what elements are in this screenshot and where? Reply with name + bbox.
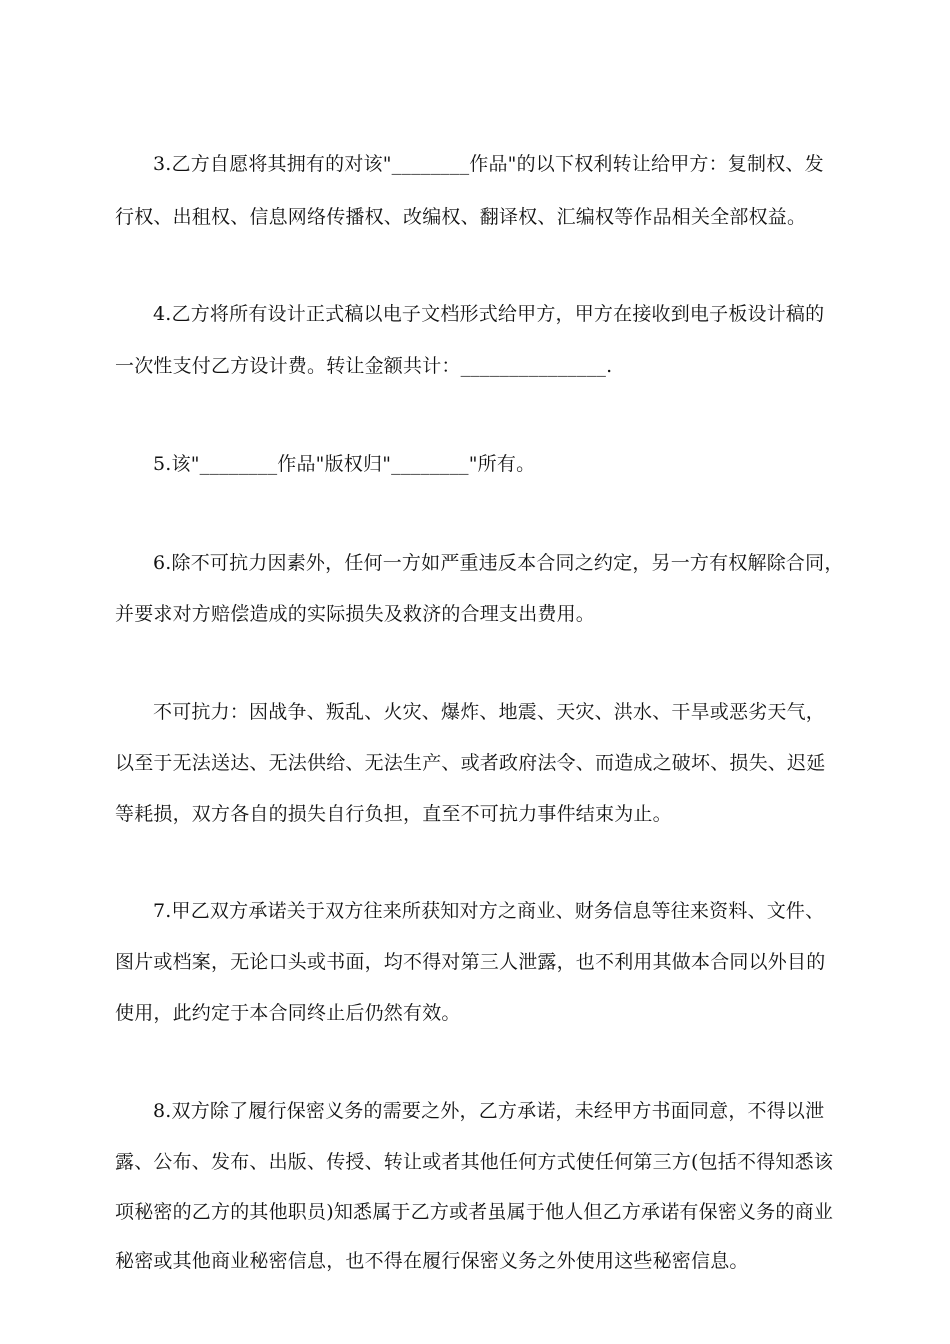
clause-4-line-1: 4.乙方将所有设计正式稿以电子文档形式给甲方，甲方在接收到电子板设计稿的 xyxy=(153,303,825,325)
clause-3-line-1: 3.乙方自愿将其拥有的对该"________作品"的以下权利转让给甲方：复制权、发 xyxy=(153,153,824,175)
clause-8-line-3: 项秘密的乙方的其他职员)知悉属于乙方或者虽属于他人但乙方承诺有保密义务的商业 xyxy=(115,1201,834,1223)
clause-4-line-2: 一次性支付乙方设计费。转让金额共计：_______________. xyxy=(115,355,613,377)
clause-6-line-2: 并要求对方赔偿造成的实际损失及救济的合理支出费用。 xyxy=(115,603,596,625)
clause-7-line-3: 使用，此约定于本合同终止后仍然有效。 xyxy=(115,1002,461,1024)
force-majeure-line-1: 不可抗力：因战争、叛乱、火灾、爆炸、地震、天灾、洪水、干旱或恶劣天气， xyxy=(153,701,826,723)
clause-7-line-2: 图片或档案，无论口头或书面，均不得对第三人泄露，也不利用其做本合同以外目的 xyxy=(115,951,826,973)
clause-8-line-4: 秘密或其他商业秘密信息，也不得在履行保密义务之外使用这些秘密信息。 xyxy=(115,1250,749,1272)
clause-5-line-1: 5.该"________作品"版权归"________"所有。 xyxy=(153,453,536,475)
clause-8-line-2: 露、公布、发布、出版、传授、转让或者其他任何方式使任何第三方(包括不得知悉该 xyxy=(115,1151,834,1173)
clause-3-line-2: 行权、出租权、信息网络传播权、改编权、翻译权、汇编权等作品相关全部权益。 xyxy=(115,206,807,228)
force-majeure-line-3: 等耗损，双方各自的损失自行负担，直至不可抗力事件结束为止。 xyxy=(115,803,672,825)
clause-7-line-1: 7.甲乙双方承诺关于双方往来所获知对方之商业、财务信息等往来资料、文件、 xyxy=(153,900,825,922)
clause-8-line-1: 8.双方除了履行保密义务的需要之外，乙方承诺，未经甲方书面同意，不得以泄 xyxy=(153,1100,825,1122)
clause-6-line-1: 6.除不可抗力因素外，任何一方如严重违反本合同之约定，另一方有权解除合同， xyxy=(153,552,844,574)
force-majeure-line-2: 以至于无法送达、无法供给、无法生产、或者政府法令、而造成之破坏、损失、迟延 xyxy=(115,752,826,774)
